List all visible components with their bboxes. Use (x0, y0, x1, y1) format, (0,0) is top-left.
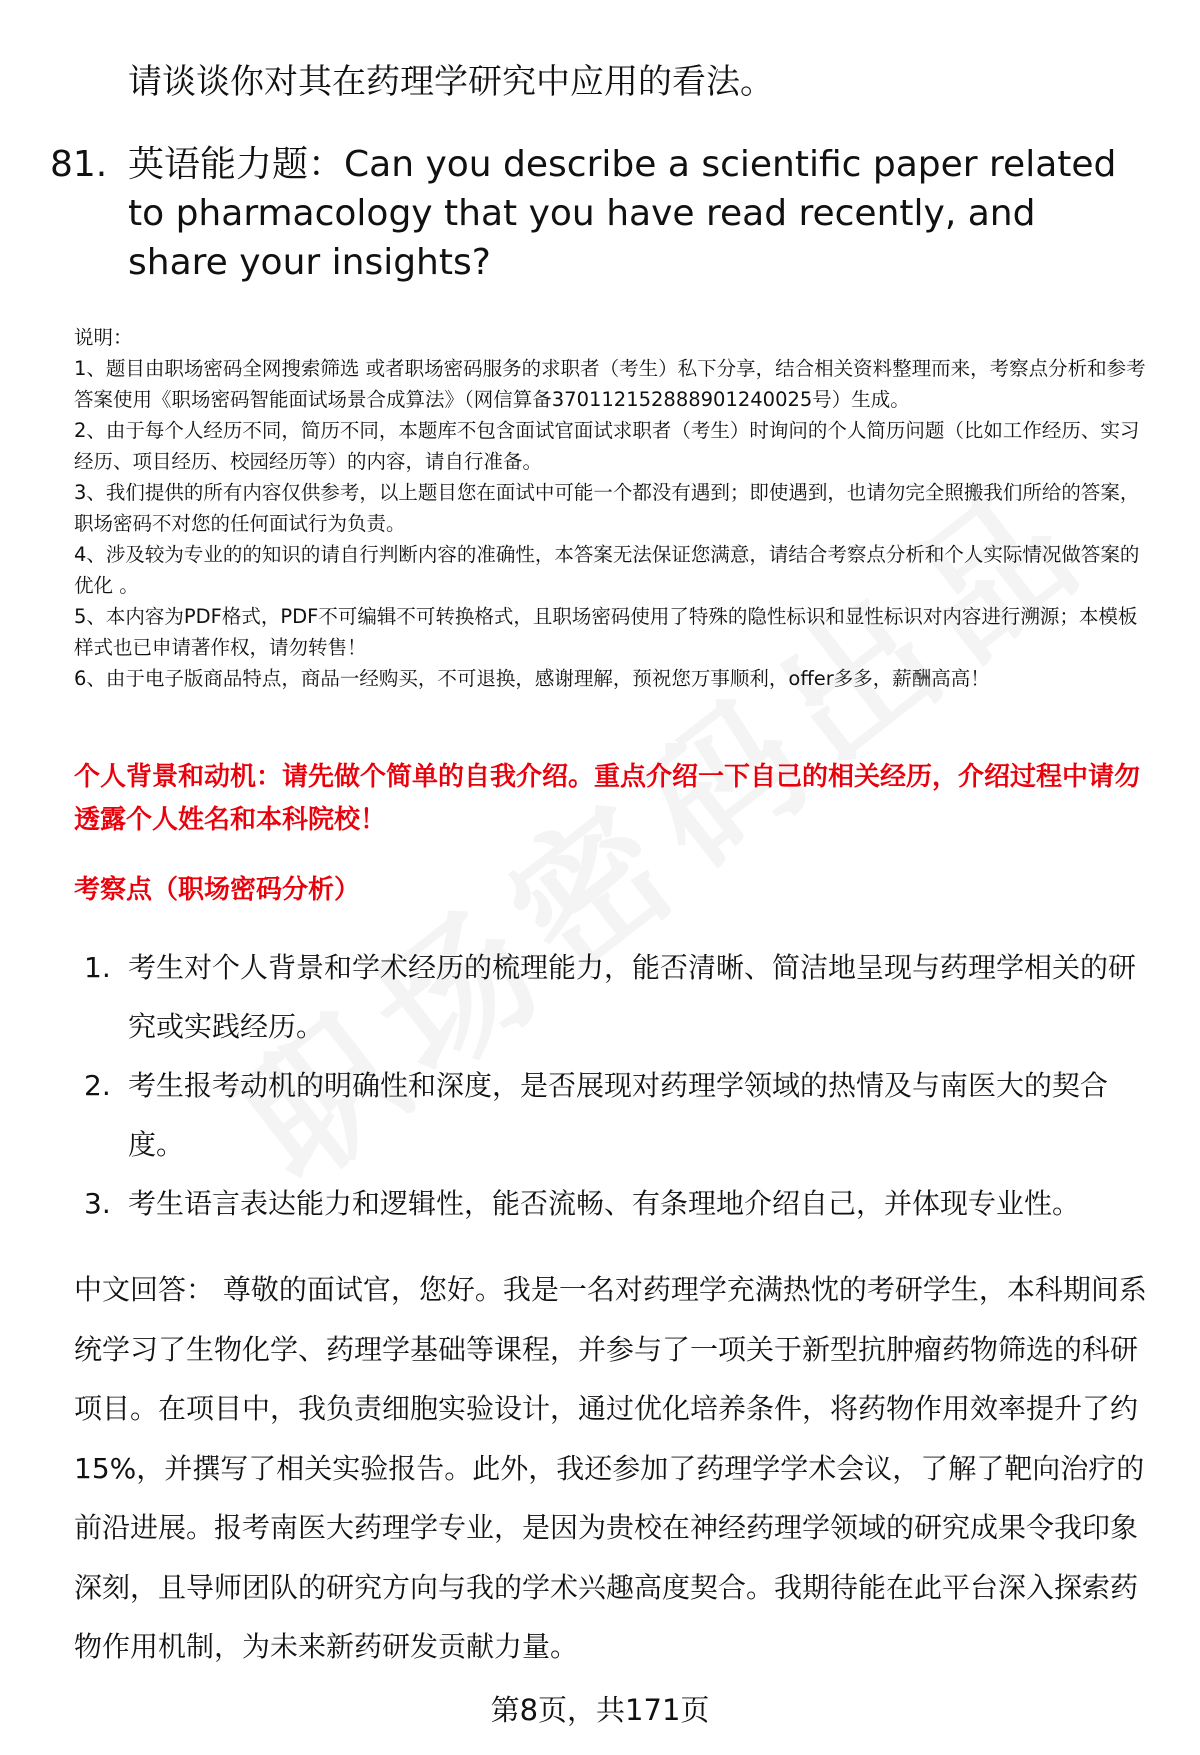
analysis-point (84, 1056, 1144, 1174)
point-text: 考生对个人背景和学术经历的梳理能力，能否清晰、简洁地呈现与药理学相关的研究或实践经历。 (128, 951, 1137, 1043)
answer-text: 尊敬的面试官，您好。我是一名对药理学充满热忱的考研学生，本科期间系统学习了生物化学、药理学基础等课程，并参与了一项关于新型抗肿瘤药物筛选的科研项目。在项目中，我负责细胞实验设计，通过优化培养条件，将药物作用效率提升了约15%，并撰写了相关实验报告。此外，我还参加了药理学学术会议，了解了靶向治疗的前沿进展。报考南医大药理学专业，是因为贵校在神经药理学领域的研究成果令我印象深刻，且导师团队的研究方向与我的学术兴趣高度契合。我期待能在此平台深入探索药物作用机制，为未来新药研发贡献力量。 (74, 1273, 1147, 1663)
analysis-points-list (84, 938, 1144, 1233)
point-number: 3. (84, 1187, 111, 1220)
point-text: 考生语言表达能力和逻辑性，能否流畅、有条理地介绍自己，并体现专业性。 (128, 1187, 1081, 1220)
previous-question-tail: 请谈谈你对其在药理学研究中应用的看法。 (128, 62, 774, 102)
note-item: 6、由于电子版商品特点，商品一经购买，不可退换，感谢理解，预祝您万事顺利，offer多多，薪酬高高！ (74, 667, 990, 690)
point-text: 考生报考动机的明确性和深度，是否展现对药理学领域的热情及与南医大的契合度。 (128, 1069, 1109, 1161)
point-number: 2. (84, 1069, 111, 1102)
answer-label: 中文回答： (74, 1273, 215, 1306)
analysis-heading: 考察点（职场密码分析） (74, 875, 361, 905)
note-item: 3、我们提供的所有内容仅供参考，以上题目您在面试中可能一个都没有遇到；即使遇到，也请勿完全照搬我们所给的答案，职场密码不对您的任何面试行为负责。 (74, 481, 1140, 535)
disclaimer-notes (74, 322, 1154, 694)
question-text: 英语能力题：Can you describe a scientific paper related to pharmacology that you have read recently, and share your insights? (128, 144, 1117, 283)
question-number: 81. (50, 144, 108, 185)
analysis-point (84, 938, 1144, 1056)
section-title: 个人背景和动机：请先做个简单的自我介绍。重点介绍一下自己的相关经历，介绍过程中请勿透露个人姓名和本科院校！ (74, 762, 1141, 835)
note-item: 4、涉及较为专业的的知识的请自行判断内容的准确性，本答案无法保证您满意，请结合考察点分析和个人实际情况做答案的优化 。 (74, 543, 1140, 597)
analysis-point (84, 1174, 1144, 1233)
note-item: 5、本内容为PDF格式，PDF不可编辑不可转换格式，且职场密码使用了特殊的隐性标识和显性标识对内容进行溯源；本模板样式也已申请著作权，请勿转售！ (74, 605, 1138, 659)
note-item: 1、题目由职场密码全网搜索筛选 或者职场密码服务的求职者（考生）私下分享，结合相关资料整理而来，考察点分析和参考答案使用《职场密码智能面试场景合成算法》（网信算备370112152888901240025号）生成。 (74, 357, 1146, 411)
question-81 (50, 140, 1140, 287)
note-item: 2、由于每个人经历不同，简历不同，本题库不包含面试官面试求职者（考生）时询问的个人简历问题（比如工作经历、实习经历、项目经历、校园经历等）的内容，请自行准备。 (74, 419, 1140, 473)
chinese-answer (74, 1260, 1154, 1677)
page-footer: 第8页，共171页 (490, 1693, 710, 1727)
notes-heading: 说明： (74, 326, 133, 349)
point-number: 1. (84, 951, 111, 984)
